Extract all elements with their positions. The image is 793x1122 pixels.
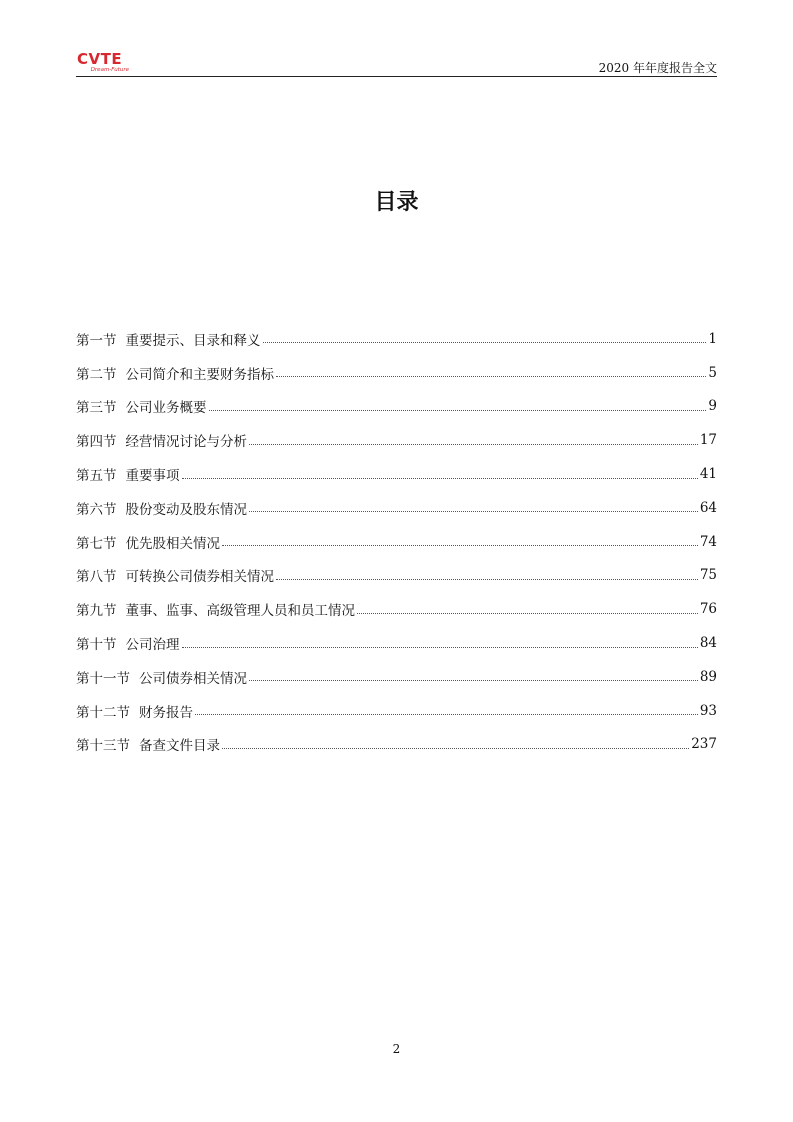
dot-leader bbox=[276, 376, 706, 377]
toc-page-number: 9 bbox=[708, 398, 717, 415]
toc-page-number: 64 bbox=[699, 499, 717, 516]
toc-entry[interactable] bbox=[76, 626, 717, 660]
toc-page-number: 74 bbox=[699, 533, 717, 550]
dot-leader bbox=[249, 680, 698, 681]
toc-page-number: 1 bbox=[708, 330, 717, 347]
toc-entry[interactable] bbox=[76, 390, 717, 424]
toc-page-number: 89 bbox=[699, 668, 717, 685]
toc-entry-title: 公司治理 bbox=[125, 637, 180, 654]
toc-entry[interactable] bbox=[76, 525, 717, 559]
dot-leader bbox=[276, 579, 698, 580]
toc-page-number: 5 bbox=[708, 364, 717, 381]
toc-section-number: 第十二节 bbox=[76, 704, 130, 721]
toc-entry[interactable] bbox=[76, 694, 717, 728]
toc-entry[interactable] bbox=[76, 356, 717, 390]
dot-leader bbox=[209, 410, 707, 411]
toc-entry-title: 股份变动及股东情况 bbox=[125, 501, 247, 518]
header-divider bbox=[76, 76, 717, 77]
toc-section-number: 第六节 bbox=[76, 501, 117, 518]
toc-entry-title: 经营情况讨论与分析 bbox=[125, 434, 247, 451]
toc-section-number: 第四节 bbox=[76, 434, 117, 451]
toc-entry-title: 董事、监事、高级管理人员和员工情况 bbox=[125, 603, 355, 620]
toc-entry-title: 公司业务概要 bbox=[125, 400, 207, 417]
toc-entry[interactable] bbox=[76, 423, 717, 457]
toc-section-number: 第三节 bbox=[76, 400, 117, 417]
dot-leader bbox=[182, 647, 698, 648]
toc-entry[interactable] bbox=[76, 457, 717, 491]
toc-entry-title: 公司债券相关情况 bbox=[139, 670, 247, 687]
toc-entry[interactable] bbox=[76, 559, 717, 593]
toc-entry-title: 可转换公司债券相关情况 bbox=[125, 569, 274, 586]
toc-section-number: 第一节 bbox=[76, 332, 117, 349]
logo-tagline: Dream-Future bbox=[90, 67, 129, 73]
dot-leader bbox=[263, 342, 707, 343]
toc-page-number: 75 bbox=[699, 567, 717, 584]
dot-leader bbox=[249, 444, 698, 445]
page-number: 2 bbox=[392, 1042, 401, 1056]
toc-heading: 目录 bbox=[374, 190, 419, 215]
toc-section-number: 第十节 bbox=[76, 637, 117, 654]
toc-page-number: 41 bbox=[699, 466, 717, 483]
report-header-title: 2020 年年度报告全文 bbox=[598, 61, 717, 75]
toc-page-number: 93 bbox=[699, 702, 717, 719]
dot-leader bbox=[195, 714, 698, 715]
toc-entry[interactable] bbox=[76, 660, 717, 694]
company-logo bbox=[77, 52, 129, 76]
toc-entry[interactable] bbox=[76, 491, 717, 525]
toc-page-number: 17 bbox=[699, 432, 717, 449]
toc-entry-title: 优先股相关情况 bbox=[125, 535, 220, 552]
toc-entry-title: 备查文件目录 bbox=[139, 738, 220, 755]
toc-section-number: 第二节 bbox=[76, 366, 117, 383]
toc-entry-title: 财务报告 bbox=[139, 704, 193, 721]
toc-section-number: 第十三节 bbox=[76, 738, 130, 755]
dot-leader bbox=[357, 613, 698, 614]
toc-section-number: 第八节 bbox=[76, 569, 117, 586]
toc-page-number: 84 bbox=[699, 635, 717, 652]
toc-page-number: 237 bbox=[691, 736, 717, 753]
toc-entry-title: 重要提示、目录和释义 bbox=[125, 332, 261, 349]
logo-mark: CVTE bbox=[77, 50, 123, 68]
toc-entry[interactable] bbox=[76, 728, 717, 762]
toc-section-number: 第五节 bbox=[76, 468, 117, 485]
toc-page-number: 76 bbox=[699, 601, 717, 618]
toc-section-number: 第九节 bbox=[76, 603, 117, 620]
table-of-contents bbox=[76, 322, 717, 761]
toc-section-number: 第七节 bbox=[76, 535, 117, 552]
toc-entry[interactable] bbox=[76, 322, 717, 356]
dot-leader bbox=[182, 478, 698, 479]
toc-entry-title: 公司简介和主要财务指标 bbox=[125, 366, 274, 383]
dot-leader bbox=[222, 545, 698, 546]
toc-section-number: 第十一节 bbox=[76, 670, 130, 687]
toc-entry-title: 重要事项 bbox=[125, 468, 180, 485]
dot-leader bbox=[249, 511, 698, 512]
dot-leader bbox=[222, 748, 689, 749]
toc-entry[interactable] bbox=[76, 592, 717, 626]
